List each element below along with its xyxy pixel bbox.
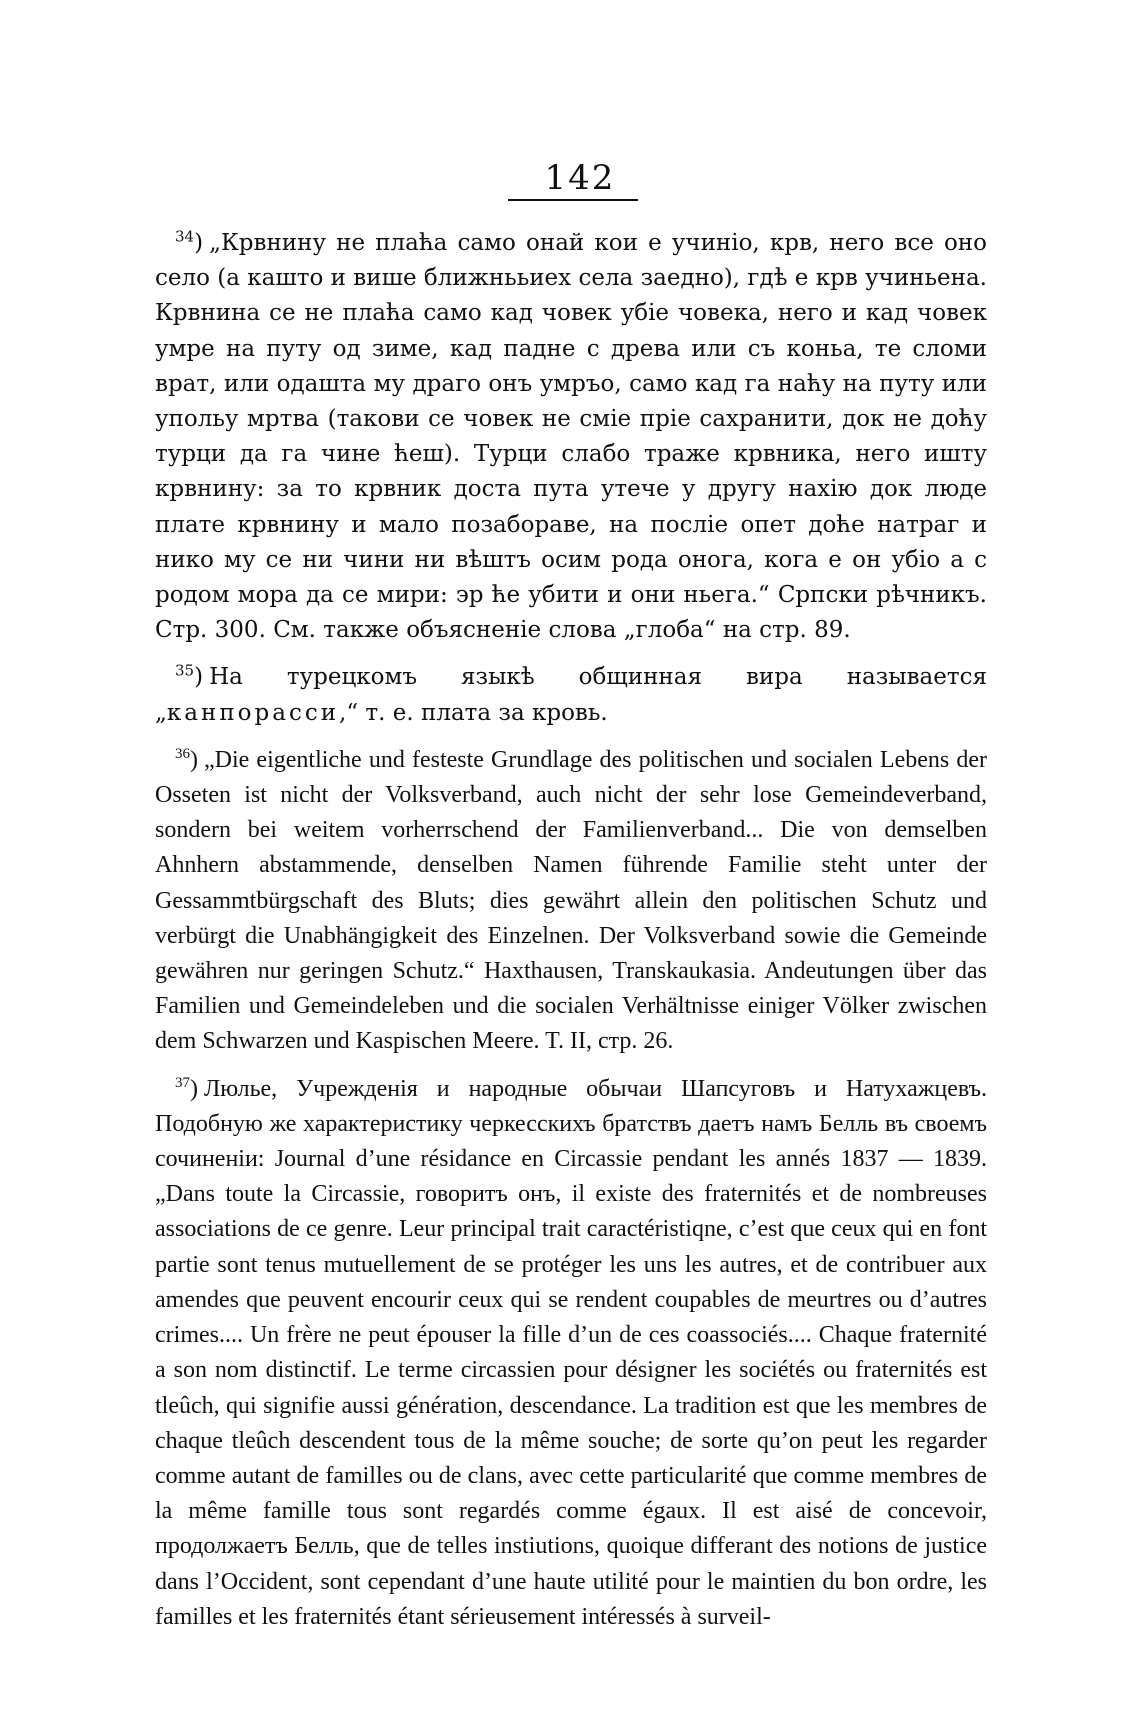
footnote-34-text: „Крвнину не плаћа само онай кои е учиніо, крв, него все оно село (а кашто и више ближнььиех села заедно), гдѣ е крв учиньена. Крвнина се не плаћа само кад човек убіе човека, него и кад човек умре на путу од зиме, кад падне с древа или съ коньа, те сломи врат, или одашта му драго онъ умръо, само кад га наћу на путу или упольу мртва (такови се човек не смiе прiе сахранити, док не доћу турци да га чине ћеш). Турци слабо траже крвника, него ишту крвнину: за то крвник доста пута утече у другу нахiю док люде плате крвнину и мало позабораве, на послiе опет доће натраг и нико му се ни чини ни вѣштъ осим рода онога, кога е он убiо а с родом мора да се мири: эр ће убити и они ньега.“ Српски рѣчникъ. Стр. 300. См. также объясненiе слова „глоба“ на стр. 89. — [155, 230, 987, 644]
footnote-marker: $^{37}$) — [175, 1074, 198, 1102]
footnote-37-text: Люлье, Учрежденія и народные обычаи Шапсуговъ и Натухажцевъ. Подобную же характеристику черкесскихъ братствъ даетъ намъ Белль въ своемъ сочиненiи: Journal d’une résidance en Circassie pendant les annés 1837 — 1839. „Dans toute la Circassie, говоритъ онъ, il existe des fraternités et de nombreuses associations de ce genre. Leur principal trait caractéristiqne, c’est que ceux qui en font partie sont tenus mutuellement de se protéger les uns les autres, et de contribuer aux amendes que peuvent encourir ceux qui se rendent coupables de meurtres ou d’autres crimes.... Un frère ne peut épouser la fille d’un de ces coassociés.... Chaque fraternité a son nom distinctif. Le terme circassien pour désigner les sociétés ou fraternités est tleûch, qui signifie aussi génération, descendance. La tradition est que les membres de chaque tleûch descendent tous de la même souche; de sorte qu’on peut les regarder comme autant de familles ou de clans, avec cette particularité que comme membres de la même famille tous sont regardés comme égaux. Il est aisé de concevoir, продолжаетъ Белль, que de telles instiutions, quoique differant des notions de justice dans l’Occident, sont cependant d’une haute utilité pour le maintien du bon ordre, les familles et les fraternités étant sérieusement intéressés à surveil- — [155, 1075, 987, 1630]
footnote-35-text-after: ,“ т. е. плата за кровь. — [339, 699, 608, 726]
footnote-34-number: 34 — [175, 227, 195, 246]
footnote-36 — [155, 743, 987, 1060]
footnote-35 — [155, 660, 987, 730]
footnote-36-text: „Die eigentliche und festeste Grundlage des politischen und socialen Lebens der Osseten ist nicht der Volksverband, auch nicht der sehr lose Gemeindeverband, sondern bei weitem vorherrschend der Familienverband... Die von demselben Ahnhern abstammende, denselben Namen führende Familie steht unter der Gessammtbürgschaft des Bluts; dies gewährt allein den politischen Schutz und verbürgt die Unabhängigkeit des Einzelnen. Der Volksverband sowie die Gemeinde gewähren nur geringen Schutz.“ Haxthausen, Transkaukasia. Andeutungen über das Familien und Gemeindeleben und die socialen Verhältnisse einiger Völker zwischen dem Schwarzen und Kaspischen Meere. T. II, стр. 26. — [155, 746, 987, 1055]
footnote-37-paragraph — [155, 1072, 987, 1635]
footnote-35-spaced-term: канпорасси — [166, 699, 340, 726]
footnote-36-number: 36 — [175, 745, 190, 762]
footnote-34-paragraph — [155, 226, 987, 648]
footnote-35-paragraph — [155, 660, 987, 730]
footnote-37-number: 37 — [175, 1074, 190, 1091]
footnote-35-number: 35 — [175, 661, 195, 680]
page-number: 142 — [544, 158, 616, 198]
footnote-35-text-before: На турецкомъ языкѣ общинная вира называется „ — [155, 664, 987, 726]
footnotes-section — [155, 226, 987, 1635]
footnote-37 — [155, 1072, 987, 1635]
footnote-34 — [155, 226, 987, 648]
page-number-rule — [508, 199, 638, 201]
footnote-36-paragraph — [155, 743, 987, 1060]
footnote-marker: $^{35}$) — [175, 661, 204, 691]
footnote-marker: $^{36}$) — [175, 745, 198, 773]
footnote-marker: $^{34}$) — [175, 227, 204, 256]
